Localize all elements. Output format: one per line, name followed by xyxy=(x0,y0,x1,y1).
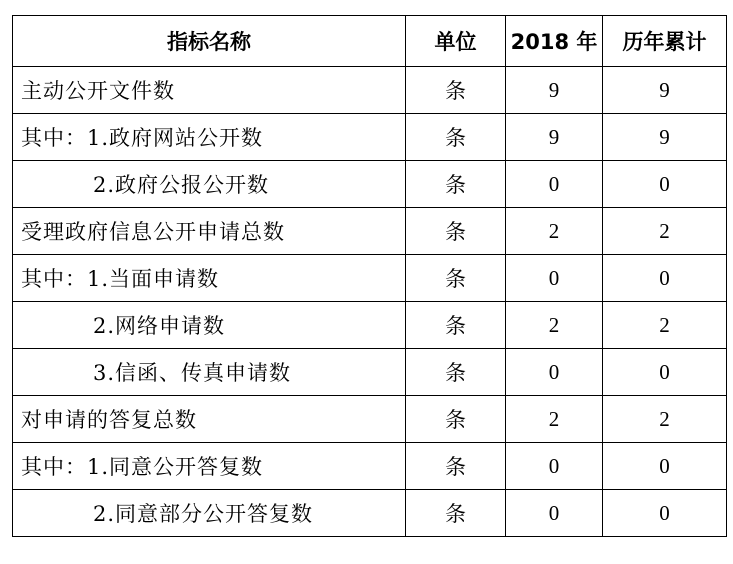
row-name: 其中：1.当面申请数 xyxy=(13,255,406,302)
row-unit: 条 xyxy=(406,302,506,349)
row-cumulative: 9 xyxy=(603,67,727,114)
table-row xyxy=(13,208,727,255)
row-name: 主动公开文件数 xyxy=(13,67,406,114)
row-unit: 条 xyxy=(406,255,506,302)
statistics-table xyxy=(12,15,727,537)
header-cumulative: 历年累计 xyxy=(603,16,727,67)
row-unit: 条 xyxy=(406,490,506,537)
header-indicator-name: 指标名称 xyxy=(13,16,406,67)
table-row xyxy=(13,349,727,396)
row-year-2018: 0 xyxy=(506,443,603,490)
table-row xyxy=(13,67,727,114)
row-cumulative: 0 xyxy=(603,443,727,490)
row-unit: 条 xyxy=(406,114,506,161)
row-name: 2.政府公报公开数 xyxy=(13,161,406,208)
row-year-2018: 0 xyxy=(506,349,603,396)
row-name: 其中：1.同意公开答复数 xyxy=(13,443,406,490)
row-unit: 条 xyxy=(406,443,506,490)
row-name: 2.网络申请数 xyxy=(13,302,406,349)
row-unit: 条 xyxy=(406,208,506,255)
row-cumulative: 9 xyxy=(603,114,727,161)
row-year-2018: 2 xyxy=(506,302,603,349)
table-container xyxy=(12,15,727,537)
row-name: 对申请的答复总数 xyxy=(13,396,406,443)
header-unit: 单位 xyxy=(406,16,506,67)
row-year-2018: 0 xyxy=(506,490,603,537)
row-year-2018: 0 xyxy=(506,161,603,208)
row-name: 3.信函、传真申请数 xyxy=(13,349,406,396)
row-year-2018: 9 xyxy=(506,114,603,161)
row-cumulative: 2 xyxy=(603,396,727,443)
table-body xyxy=(13,67,727,537)
row-unit: 条 xyxy=(406,67,506,114)
row-cumulative: 0 xyxy=(603,161,727,208)
row-cumulative: 0 xyxy=(603,255,727,302)
row-unit: 条 xyxy=(406,349,506,396)
row-year-2018: 2 xyxy=(506,208,603,255)
row-unit: 条 xyxy=(406,396,506,443)
table-row xyxy=(13,302,727,349)
row-name: 其中：1.政府网站公开数 xyxy=(13,114,406,161)
table-row xyxy=(13,161,727,208)
header-row xyxy=(13,16,727,67)
header-year-2018: 2018 年 xyxy=(506,16,603,67)
table-row xyxy=(13,114,727,161)
table-header xyxy=(13,16,727,67)
row-name: 受理政府信息公开申请总数 xyxy=(13,208,406,255)
row-cumulative: 0 xyxy=(603,349,727,396)
table-row xyxy=(13,396,727,443)
row-year-2018: 2 xyxy=(506,396,603,443)
row-year-2018: 0 xyxy=(506,255,603,302)
row-year-2018: 9 xyxy=(506,67,603,114)
table-row xyxy=(13,443,727,490)
table-row xyxy=(13,490,727,537)
table-row xyxy=(13,255,727,302)
row-cumulative: 2 xyxy=(603,302,727,349)
row-unit: 条 xyxy=(406,161,506,208)
row-name: 2.同意部分公开答复数 xyxy=(13,490,406,537)
row-cumulative: 0 xyxy=(603,490,727,537)
row-cumulative: 2 xyxy=(603,208,727,255)
